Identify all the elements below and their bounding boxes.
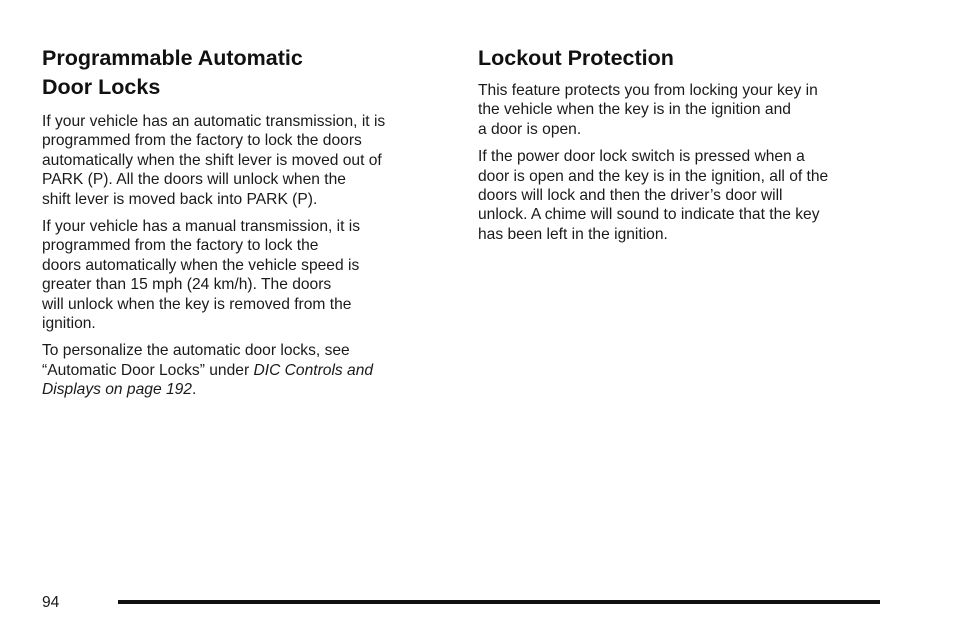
text-line: If the power door lock switch is pressed when a [478, 148, 805, 166]
text-segment: . [191, 381, 197, 399]
text-line: unlock. A chime will sound to indicate that the key [478, 206, 820, 224]
text-line: doors automatically when the vehicle speed is [42, 256, 360, 274]
text-line: greater than 15 mph (24 km/h). The doors [42, 276, 332, 294]
section-heading-programmable-automatic-door-locks [42, 44, 442, 102]
cross-reference-text: Displays on page 192 [42, 381, 192, 399]
text-line: a door is open. [478, 120, 582, 138]
text-line: If your vehicle has an automatic transmission, it is [42, 113, 386, 130]
text-line [42, 361, 442, 380]
right-column [478, 44, 888, 252]
paragraph-lockout-feature [478, 81, 888, 139]
paragraph-lockout-behavior [478, 147, 888, 244]
text-line: shift lever is moved back into PARK (P). [42, 190, 318, 208]
footer-rule [118, 600, 880, 604]
section-heading-lockout-protection: Lockout Protection [478, 46, 674, 70]
text-line: the vehicle when the key is in the ignition and [478, 101, 791, 119]
left-column [42, 44, 442, 408]
paragraph-automatic-transmission [42, 112, 442, 209]
text-line [42, 380, 442, 399]
text-line: programmed from the factory to lock the doors [42, 132, 362, 150]
heading-line: Door Locks [42, 75, 161, 99]
text-line: If your vehicle has a manual transmission, it is [42, 218, 361, 236]
text-segment: “Automatic Door Locks” under [42, 361, 254, 379]
text-line: This feature protects you from locking your key in [478, 82, 818, 99]
text-line: PARK (P). All the doors will unlock when the [42, 171, 346, 189]
text-line: programmed from the factory to lock the [42, 237, 319, 255]
cross-reference-text: DIC Controls and [253, 361, 374, 379]
paragraph-manual-transmission [42, 217, 442, 333]
text-line: has been left in the ignition. [478, 225, 668, 243]
heading-line: Programmable Automatic [42, 46, 303, 70]
text-line: automatically when the shift lever is moved out of [42, 151, 382, 169]
text-line: ignition. [42, 315, 96, 333]
text-line: door is open and the key is in the ignition, all of the [478, 167, 829, 185]
text-line: will unlock when the key is removed from the [42, 295, 352, 313]
page-number: 94 [42, 594, 60, 611]
text-line: To personalize the automatic door locks, see [42, 342, 350, 360]
text-line: doors will lock and then the driver’s door will [478, 187, 783, 205]
paragraph-personalize [42, 341, 442, 399]
